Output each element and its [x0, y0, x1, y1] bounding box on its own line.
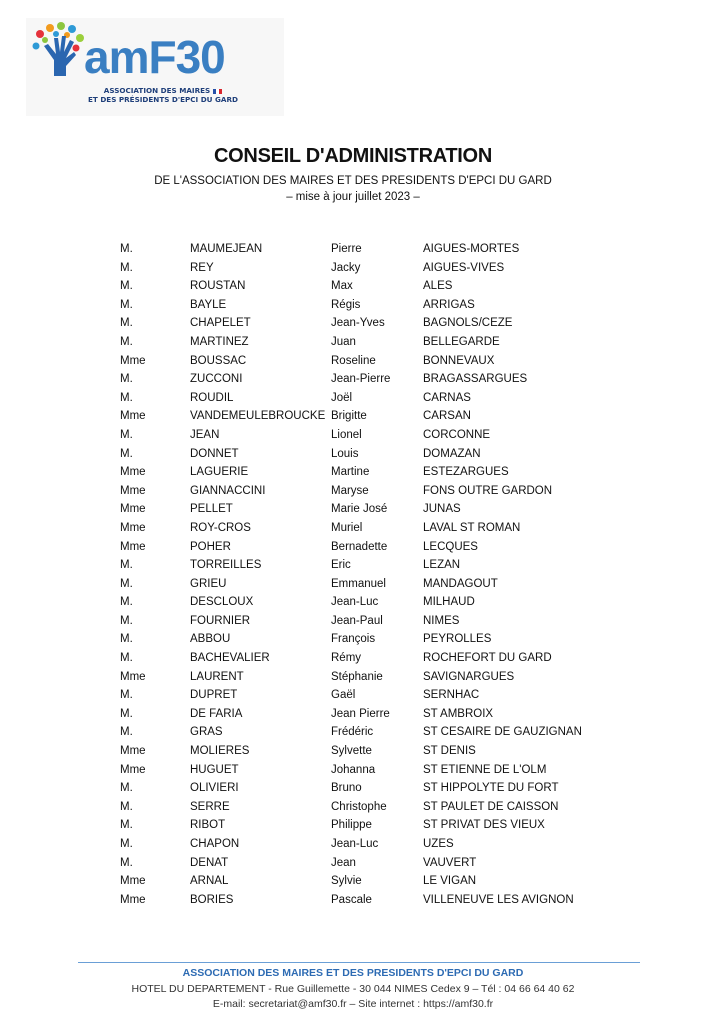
member-first-name: Rémy: [331, 652, 362, 665]
member-last-name: TORREILLES: [190, 559, 262, 572]
member-civility: M.: [120, 819, 133, 832]
member-civility: M.: [120, 856, 133, 869]
member-civility: Mme: [120, 466, 146, 479]
member-last-name: ROUDIL: [190, 391, 234, 404]
member-last-name: FOURNIER: [190, 614, 251, 627]
member-first-name: Juan: [331, 335, 356, 348]
member-civility: Mme: [120, 893, 146, 906]
member-last-name: CHAPELET: [190, 317, 251, 330]
member-town: CORCONNE: [423, 428, 491, 441]
member-first-name: Louis: [331, 447, 359, 460]
member-last-name: POHER: [190, 540, 231, 553]
logo-brand-text: amF30: [84, 31, 225, 83]
member-first-name: Joël: [331, 391, 353, 404]
member-last-name: DUPRET: [190, 689, 238, 702]
member-civility: M.: [120, 782, 133, 795]
member-first-name: Martine: [331, 466, 370, 479]
member-first-name: Jean: [331, 856, 356, 869]
member-row: [0, 723, 706, 742]
member-town: SAVIGNARGUES: [423, 670, 515, 683]
member-last-name: MOLIERES: [190, 745, 250, 758]
member-town: AIGUES-MORTES: [423, 243, 520, 255]
member-row: [0, 426, 706, 445]
member-last-name: DE FARIA: [190, 707, 243, 720]
member-town: ST CESAIRE DE GAUZIGNAN: [423, 726, 582, 739]
footer-address: HOTEL DU DEPARTEMENT - Rue Guillemette - 30 044 NIMES Cedex 9 – Tél : 04 66 64 40 62: [131, 983, 575, 995]
member-last-name: OLIVIERI: [190, 782, 239, 795]
member-civility: M.: [120, 838, 133, 850]
member-civility: M.: [120, 577, 133, 590]
member-town: UZES: [423, 838, 454, 850]
member-row: [0, 519, 706, 538]
member-last-name: ARNAL: [190, 875, 229, 888]
member-last-name: DONNET: [190, 447, 239, 460]
member-civility: M.: [120, 317, 133, 330]
member-row: [0, 593, 706, 612]
member-last-name: MAUMEJEAN: [190, 243, 263, 255]
member-town: PEYROLLES: [423, 633, 492, 646]
member-town: ST PRIVAT DES VIEUX: [423, 819, 545, 832]
footer-divider: [78, 962, 640, 963]
member-first-name: Lionel: [331, 428, 362, 441]
member-row: [0, 277, 706, 296]
member-row: [0, 705, 706, 724]
member-town: ALES: [423, 280, 453, 293]
member-first-name: Régis: [331, 298, 361, 311]
member-row: [0, 649, 706, 668]
member-row: [0, 872, 706, 891]
member-row: [0, 296, 706, 315]
logo-subtitle-line2: ET DES PRÉSIDENTS D'EPCI DU GARD: [88, 95, 238, 104]
member-first-name: Maryse: [331, 484, 369, 497]
member-row: [0, 445, 706, 464]
member-first-name: Max: [331, 280, 353, 293]
member-row: [0, 389, 706, 408]
member-first-name: Jean-Luc: [331, 596, 379, 609]
member-row: [0, 575, 706, 594]
member-last-name: JEAN: [190, 428, 220, 441]
member-first-name: Sylvie: [331, 875, 362, 888]
member-last-name: MARTINEZ: [190, 335, 249, 348]
member-first-name: Jean-Paul: [331, 614, 383, 627]
member-town: MANDAGOUT: [423, 577, 498, 590]
member-first-name: Sylvette: [331, 745, 372, 758]
member-town: ESTEZARGUES: [423, 466, 509, 479]
hand-tree-logo-icon: [30, 20, 90, 84]
member-town: NIMES: [423, 614, 460, 627]
member-first-name: Bruno: [331, 782, 362, 795]
member-first-name: Jean Pierre: [331, 707, 390, 720]
member-civility: M.: [120, 707, 133, 720]
member-town: BAGNOLS/CEZE: [423, 317, 513, 330]
member-civility: M.: [120, 447, 133, 460]
member-row: [0, 407, 706, 426]
member-civility: M.: [120, 391, 133, 404]
member-row: [0, 259, 706, 278]
member-civility: Mme: [120, 521, 146, 534]
member-town: MILHAUD: [423, 596, 475, 609]
footer-contact: E-mail: secretariat@amf30.fr – Site internet : https://amf30.fr: [212, 998, 494, 1010]
member-last-name: RIBOT: [190, 819, 226, 832]
member-town: ST DENIS: [423, 745, 476, 758]
member-last-name: DESCLOUX: [190, 596, 254, 609]
members-list: [0, 240, 706, 909]
member-first-name: Jean-Yves: [331, 317, 385, 330]
logo-subtitle-line1: ASSOCIATION DES MAIRES: [70, 86, 256, 95]
member-last-name: GRIEU: [190, 577, 227, 590]
member-row: [0, 370, 706, 389]
member-last-name: CHAPON: [190, 838, 240, 850]
member-first-name: Muriel: [331, 521, 363, 534]
member-last-name: BOUSSAC: [190, 354, 247, 367]
member-civility: M.: [120, 633, 133, 646]
member-row: [0, 333, 706, 352]
member-town: BONNEVAUX: [423, 354, 495, 367]
member-civility: Mme: [120, 875, 146, 888]
member-town: CARNAS: [423, 391, 471, 404]
member-civility: Mme: [120, 354, 146, 367]
member-town: VAUVERT: [423, 856, 477, 869]
member-civility: M.: [120, 335, 133, 348]
member-first-name: Stéphanie: [331, 670, 383, 683]
amf30-logo: [26, 18, 284, 116]
member-first-name: Pierre: [331, 243, 362, 255]
member-first-name: Jacky: [331, 261, 361, 274]
member-civility: M.: [120, 559, 133, 572]
member-row: [0, 779, 706, 798]
member-last-name: ROUSTAN: [190, 280, 246, 293]
member-last-name: SERRE: [190, 800, 230, 813]
member-civility: M.: [120, 280, 133, 293]
member-row: [0, 630, 706, 649]
member-first-name: Emmanuel: [331, 577, 386, 590]
member-last-name: LAURENT: [190, 670, 244, 683]
member-town: ST HIPPOLYTE DU FORT: [423, 782, 559, 795]
member-town: DOMAZAN: [423, 447, 481, 460]
member-civility: M.: [120, 261, 133, 274]
member-last-name: GIANNACCINI: [190, 484, 266, 497]
footer-association-name: ASSOCIATION DES MAIRES ET DES PRESIDENTS D'EPCI DU GARD: [182, 967, 524, 979]
member-civility: M.: [120, 428, 133, 441]
member-town: BRAGASSARGUES: [423, 373, 528, 386]
member-town: LECQUES: [423, 540, 478, 553]
member-first-name: Marie José: [331, 503, 388, 516]
member-first-name: Eric: [331, 559, 351, 572]
document-subtitle: DE L'ASSOCIATION DES MAIRES ET DES PRESIDENTS D'EPCI DU GARD: [154, 175, 552, 187]
update-date: – mise à jour juillet 2023 –: [286, 191, 420, 203]
member-first-name: Bernadette: [331, 540, 388, 553]
member-row: [0, 482, 706, 501]
member-last-name: GRAS: [190, 726, 223, 739]
member-row: [0, 352, 706, 371]
member-town: CARSAN: [423, 410, 471, 423]
member-row: [0, 612, 706, 631]
member-row: [0, 816, 706, 835]
member-town: ST AMBROIX: [423, 707, 494, 720]
member-row: [0, 500, 706, 519]
member-row: [0, 854, 706, 873]
member-civility: M.: [120, 243, 133, 255]
member-first-name: Frédéric: [331, 726, 374, 739]
member-first-name: Jean-Luc: [331, 838, 379, 850]
member-town: FONS OUTRE GARDON: [423, 484, 553, 497]
member-civility: Mme: [120, 503, 146, 516]
member-first-name: Philippe: [331, 819, 372, 832]
member-town: LE VIGAN: [423, 875, 477, 888]
member-town: ST PAULET DE CAISSON: [423, 800, 559, 813]
member-town: LEZAN: [423, 559, 461, 572]
member-row: [0, 686, 706, 705]
member-last-name: LAGUERIE: [190, 466, 249, 479]
member-civility: M.: [120, 298, 133, 311]
member-last-name: HUGUET: [190, 763, 239, 776]
member-town: BELLEGARDE: [423, 335, 500, 348]
member-last-name: VANDEMEULEBROUCKE: [190, 410, 326, 423]
member-first-name: Gaël: [331, 689, 356, 702]
member-civility: Mme: [120, 745, 146, 758]
member-last-name: DENAT: [190, 856, 229, 869]
member-civility: M.: [120, 800, 133, 813]
member-row: [0, 742, 706, 761]
member-row: [0, 835, 706, 854]
member-last-name: REY: [190, 261, 214, 274]
member-first-name: Brigitte: [331, 410, 367, 423]
member-row: [0, 538, 706, 557]
member-town: AIGUES-VIVES: [423, 261, 505, 274]
member-last-name: BAYLE: [190, 298, 227, 311]
member-civility: Mme: [120, 540, 146, 553]
member-last-name: PELLET: [190, 503, 233, 516]
member-last-name: ZUCCONI: [190, 373, 243, 386]
member-first-name: Pascale: [331, 893, 372, 906]
member-row: [0, 463, 706, 482]
member-row: [0, 556, 706, 575]
member-row: [0, 891, 706, 910]
member-civility: M.: [120, 689, 133, 702]
member-town: SERNHAC: [423, 689, 480, 702]
french-flag-icon: [213, 89, 222, 94]
member-town: VILLENEUVE LES AVIGNON: [423, 893, 574, 906]
member-row: [0, 668, 706, 687]
member-civility: M.: [120, 614, 133, 627]
member-first-name: Roseline: [331, 354, 376, 367]
member-row: [0, 761, 706, 780]
member-town: LAVAL ST ROMAN: [423, 521, 521, 534]
member-last-name: ABBOU: [190, 633, 231, 646]
member-first-name: Jean-Pierre: [331, 373, 391, 386]
member-last-name: ROY-CROS: [190, 521, 251, 534]
member-civility: M.: [120, 652, 133, 665]
member-town: ROCHEFORT DU GARD: [423, 652, 552, 665]
member-civility: Mme: [120, 763, 146, 776]
member-last-name: BACHEVALIER: [190, 652, 270, 665]
member-civility: Mme: [120, 410, 146, 423]
member-row: [0, 240, 706, 259]
member-first-name: François: [331, 633, 376, 646]
member-row: [0, 798, 706, 817]
member-town: ST ETIENNE DE L'OLM: [423, 763, 547, 776]
member-civility: Mme: [120, 670, 146, 683]
member-town: ARRIGAS: [423, 298, 475, 311]
member-first-name: Johanna: [331, 763, 376, 776]
member-civility: Mme: [120, 484, 146, 497]
document-title: CONSEIL D'ADMINISTRATION: [214, 145, 492, 167]
member-town: JUNAS: [423, 503, 461, 516]
member-first-name: Christophe: [331, 800, 387, 813]
member-last-name: BORIES: [190, 893, 234, 906]
member-row: [0, 314, 706, 333]
member-civility: M.: [120, 726, 133, 739]
member-civility: M.: [120, 373, 133, 386]
member-civility: M.: [120, 596, 133, 609]
